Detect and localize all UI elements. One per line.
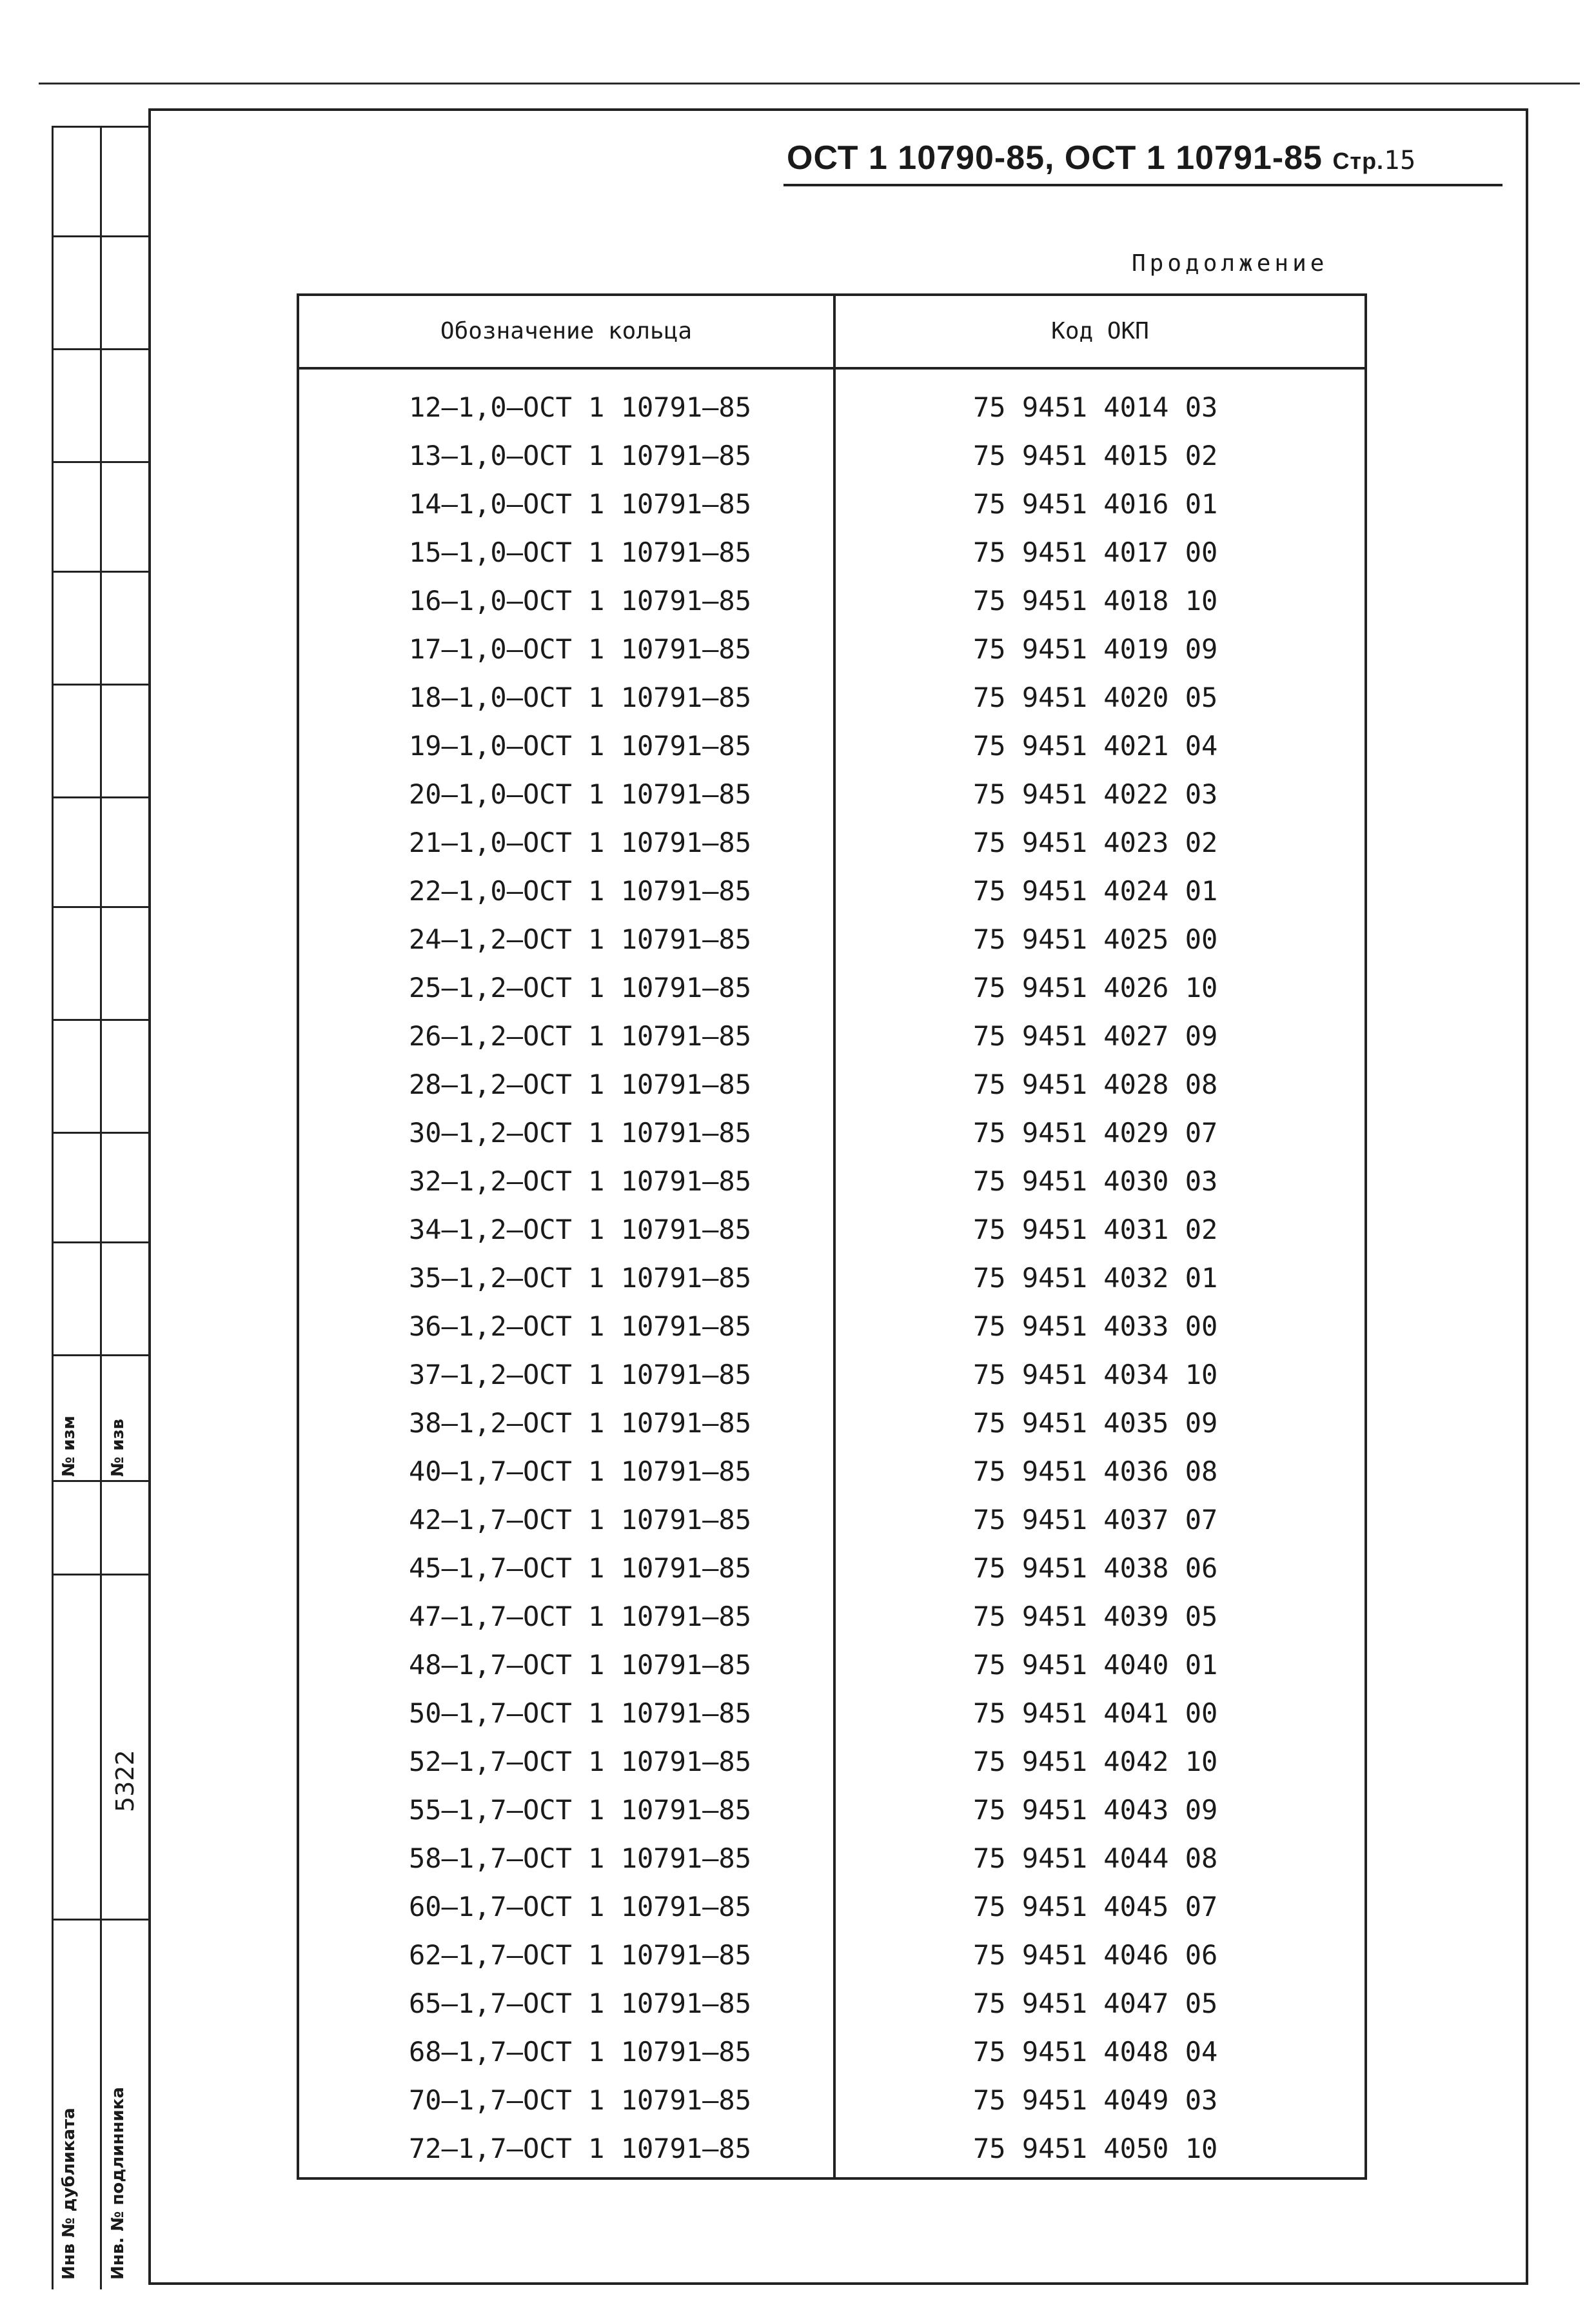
side-strip-left-line — [52, 126, 54, 2289]
table-body — [299, 383, 1364, 2173]
ring-designation-cell: 40–1,7–ОСТ 1 10791–85 — [409, 1456, 752, 1487]
table-row — [299, 1447, 1364, 1496]
table-row — [299, 1399, 1364, 1447]
ring-designation-cell: 14–1,0–ОСТ 1 10791–85 — [409, 488, 752, 520]
continuation-label: Продолжение — [1132, 250, 1328, 277]
side-seg — [52, 126, 148, 128]
ring-designation-cell: 18–1,0–ОСТ 1 10791–85 — [409, 682, 752, 713]
okp-code-cell: 75 9451 4042 10 — [973, 1746, 1218, 1777]
okp-code-cell: 75 9451 4023 02 — [973, 827, 1218, 858]
okp-code-cell: 75 9451 4043 09 — [973, 1794, 1218, 1826]
table-row — [299, 1254, 1364, 1302]
ring-designation-cell: 36–1,2–ОСТ 1 10791–85 — [409, 1310, 752, 1342]
okp-code-cell: 75 9451 4044 08 — [973, 1842, 1218, 1874]
ring-designation-cell: 38–1,2–ОСТ 1 10791–85 — [409, 1407, 752, 1439]
side-seg — [52, 1574, 148, 1575]
table-row — [299, 1012, 1364, 1060]
top-rule — [39, 83, 1580, 84]
ring-designation-cell: 12–1,0–ОСТ 1 10791–85 — [409, 391, 752, 423]
side-seg — [52, 906, 148, 908]
okp-code-cell: 75 9451 4026 10 — [973, 972, 1218, 1003]
table-row — [299, 577, 1364, 625]
ring-designation-cell: 48–1,7–ОСТ 1 10791–85 — [409, 1649, 752, 1681]
table-row — [299, 2124, 1364, 2173]
okp-code-cell: 75 9451 4049 03 — [973, 2084, 1218, 2116]
okp-code-cell: 75 9451 4014 03 — [973, 391, 1218, 423]
table-row — [299, 1496, 1364, 1544]
side-seg — [52, 348, 148, 350]
table-row — [299, 915, 1364, 963]
table-row — [299, 383, 1364, 431]
okp-code-cell: 75 9451 4045 07 — [973, 1891, 1218, 1922]
ring-designation-cell: 70–1,7–ОСТ 1 10791–85 — [409, 2084, 752, 2116]
okp-code-cell: 75 9451 4037 07 — [973, 1504, 1218, 1536]
ring-designation-cell: 72–1,7–ОСТ 1 10791–85 — [409, 2133, 752, 2164]
okp-code-cell: 75 9451 4032 01 — [973, 1262, 1218, 1294]
ring-designation-cell: 19–1,0–ОСТ 1 10791–85 — [409, 730, 752, 762]
ring-designation-cell: 60–1,7–ОСТ 1 10791–85 — [409, 1891, 752, 1922]
okp-code-cell: 75 9451 4038 06 — [973, 1552, 1218, 1584]
okp-code-cell: 75 9451 4018 10 — [973, 585, 1218, 617]
table-row — [299, 1641, 1364, 1689]
original-inventory-number: 5322 — [111, 1750, 139, 1812]
table-row — [299, 1157, 1364, 1205]
ring-designation-cell: 65–1,7–ОСТ 1 10791–85 — [409, 1988, 752, 2019]
header-rule — [783, 184, 1502, 186]
ring-designation-cell: 28–1,2–ОСТ 1 10791–85 — [409, 1069, 752, 1100]
okp-code-cell: 75 9451 4024 01 — [973, 875, 1218, 907]
okp-code-cell: 75 9451 4027 09 — [973, 1020, 1218, 1052]
ring-designation-cell: 26–1,2–ОСТ 1 10791–85 — [409, 1020, 752, 1052]
ring-designation-cell: 34–1,2–ОСТ 1 10791–85 — [409, 1214, 752, 1245]
table-row — [299, 1834, 1364, 1882]
ring-designation-cell: 25–1,2–ОСТ 1 10791–85 — [409, 972, 752, 1003]
column-header-code: Код ОКП — [1051, 318, 1149, 344]
table-row — [299, 1689, 1364, 1737]
ring-designation-cell: 20–1,0–ОСТ 1 10791–85 — [409, 778, 752, 810]
okp-code-cell: 75 9451 4030 03 — [973, 1165, 1218, 1197]
standard-title: ОСТ 1 10790-85, ОСТ 1 10791-85 — [787, 139, 1323, 177]
side-seg — [52, 235, 148, 237]
ring-designation-cell: 15–1,0–ОСТ 1 10791–85 — [409, 537, 752, 568]
ring-designation-cell: 22–1,0–ОСТ 1 10791–85 — [409, 875, 752, 907]
table-row — [299, 1350, 1364, 1399]
ring-designation-cell: 13–1,0–ОСТ 1 10791–85 — [409, 440, 752, 471]
table-row — [299, 528, 1364, 577]
table-row — [299, 431, 1364, 480]
page-label: Стр. — [1332, 148, 1384, 174]
table-row — [299, 770, 1364, 818]
table-row — [299, 2028, 1364, 2076]
table-row — [299, 673, 1364, 722]
okp-code-cell: 75 9451 4046 06 — [973, 1939, 1218, 1971]
table-row — [299, 1544, 1364, 1592]
ring-designation-cell: 68–1,7–ОСТ 1 10791–85 — [409, 2036, 752, 2068]
ring-designation-cell: 32–1,2–ОСТ 1 10791–85 — [409, 1165, 752, 1197]
ring-designation-cell: 62–1,7–ОСТ 1 10791–85 — [409, 1939, 752, 1971]
page-number: 15 — [1384, 146, 1417, 175]
table-row — [299, 2076, 1364, 2124]
table-row — [299, 1060, 1364, 1109]
ring-designation-cell: 55–1,7–ОСТ 1 10791–85 — [409, 1794, 752, 1826]
table-row — [299, 1109, 1364, 1157]
okp-code-cell: 75 9451 4016 01 — [973, 488, 1218, 520]
ring-designation-cell: 42–1,7–ОСТ 1 10791–85 — [409, 1504, 752, 1536]
table-row — [299, 1592, 1364, 1641]
ring-designation-cell: 17–1,0–ОСТ 1 10791–85 — [409, 633, 752, 665]
side-strip — [52, 126, 148, 2289]
okp-code-cell: 75 9451 4017 00 — [973, 537, 1218, 568]
table-row — [299, 1931, 1364, 1979]
side-seg — [52, 684, 148, 686]
okp-code-cell: 75 9451 4039 05 — [973, 1601, 1218, 1632]
table-row — [299, 1302, 1364, 1350]
okp-code-cell: 75 9451 4041 00 — [973, 1697, 1218, 1729]
table-row — [299, 867, 1364, 915]
okp-code-cell: 75 9451 4036 08 — [973, 1456, 1218, 1487]
ring-designation-cell: 52–1,7–ОСТ 1 10791–85 — [409, 1746, 752, 1777]
okp-code-cell: 75 9451 4047 05 — [973, 1988, 1218, 2019]
table-row — [299, 480, 1364, 528]
side-seg — [52, 461, 148, 463]
side-seg — [52, 1241, 148, 1243]
okp-code-cell: 75 9451 4019 09 — [973, 633, 1218, 665]
ring-designation-cell: 30–1,2–ОСТ 1 10791–85 — [409, 1117, 752, 1149]
okp-code-cell: 75 9451 4031 02 — [973, 1214, 1218, 1245]
okp-code-cell: 75 9451 4040 01 — [973, 1649, 1218, 1681]
ring-designation-cell: 37–1,2–ОСТ 1 10791–85 — [409, 1359, 752, 1390]
okp-code-cell: 75 9451 4021 04 — [973, 730, 1218, 762]
side-seg — [52, 796, 148, 798]
header-divider — [299, 367, 1364, 370]
table-row — [299, 963, 1364, 1012]
notice-number-label: № изв — [108, 1418, 128, 1477]
table-row — [299, 722, 1364, 770]
column-header-ring: Обозначение кольца — [440, 318, 693, 344]
ring-designation-cell: 47–1,7–ОСТ 1 10791–85 — [409, 1601, 752, 1632]
side-seg — [52, 571, 148, 573]
table-row — [299, 1205, 1364, 1254]
side-seg — [52, 1480, 148, 1482]
okp-code-cell: 75 9451 4028 08 — [973, 1069, 1218, 1100]
side-strip-mid-line — [100, 126, 102, 2289]
okp-code-cell: 75 9451 4033 00 — [973, 1310, 1218, 1342]
okp-code-cell: 75 9451 4048 04 — [973, 2036, 1218, 2068]
ring-designation-cell: 21–1,0–ОСТ 1 10791–85 — [409, 827, 752, 858]
table-row — [299, 625, 1364, 673]
change-number-label: № изм — [59, 1416, 79, 1477]
okp-code-cell: 75 9451 4029 07 — [973, 1117, 1218, 1149]
document-header — [787, 139, 1416, 177]
okp-code-cell: 75 9451 4022 03 — [973, 778, 1218, 810]
side-seg — [52, 1132, 148, 1134]
table-row — [299, 1882, 1364, 1931]
table-row — [299, 1979, 1364, 2028]
okp-code-cell: 75 9451 4025 00 — [973, 923, 1218, 955]
table-row — [299, 1786, 1364, 1834]
table-row — [299, 818, 1364, 867]
ring-designation-cell: 45–1,7–ОСТ 1 10791–85 — [409, 1552, 752, 1584]
okp-code-cell: 75 9451 4020 05 — [973, 682, 1218, 713]
table-row — [299, 1737, 1364, 1786]
side-seg — [52, 1019, 148, 1021]
ring-designation-cell: 35–1,2–ОСТ 1 10791–85 — [409, 1262, 752, 1294]
okp-code-cell: 75 9451 4015 02 — [973, 440, 1218, 471]
ring-designation-cell: 58–1,7–ОСТ 1 10791–85 — [409, 1842, 752, 1874]
ring-designation-cell: 24–1,2–ОСТ 1 10791–85 — [409, 923, 752, 955]
ring-designation-cell: 16–1,0–ОСТ 1 10791–85 — [409, 585, 752, 617]
side-seg — [52, 1919, 148, 1921]
original-inventory-label: Инв. № подлинника — [108, 2087, 128, 2280]
okp-code-cell: 75 9451 4034 10 — [973, 1359, 1218, 1390]
okp-code-cell: 75 9451 4050 10 — [973, 2133, 1218, 2164]
okp-code-cell: 75 9451 4035 09 — [973, 1407, 1218, 1439]
ring-designation-cell: 50–1,7–ОСТ 1 10791–85 — [409, 1697, 752, 1729]
side-seg — [52, 1354, 148, 1356]
ring-code-table — [297, 293, 1367, 2180]
duplicate-inventory-label: Инв № дубликата — [59, 2108, 79, 2280]
